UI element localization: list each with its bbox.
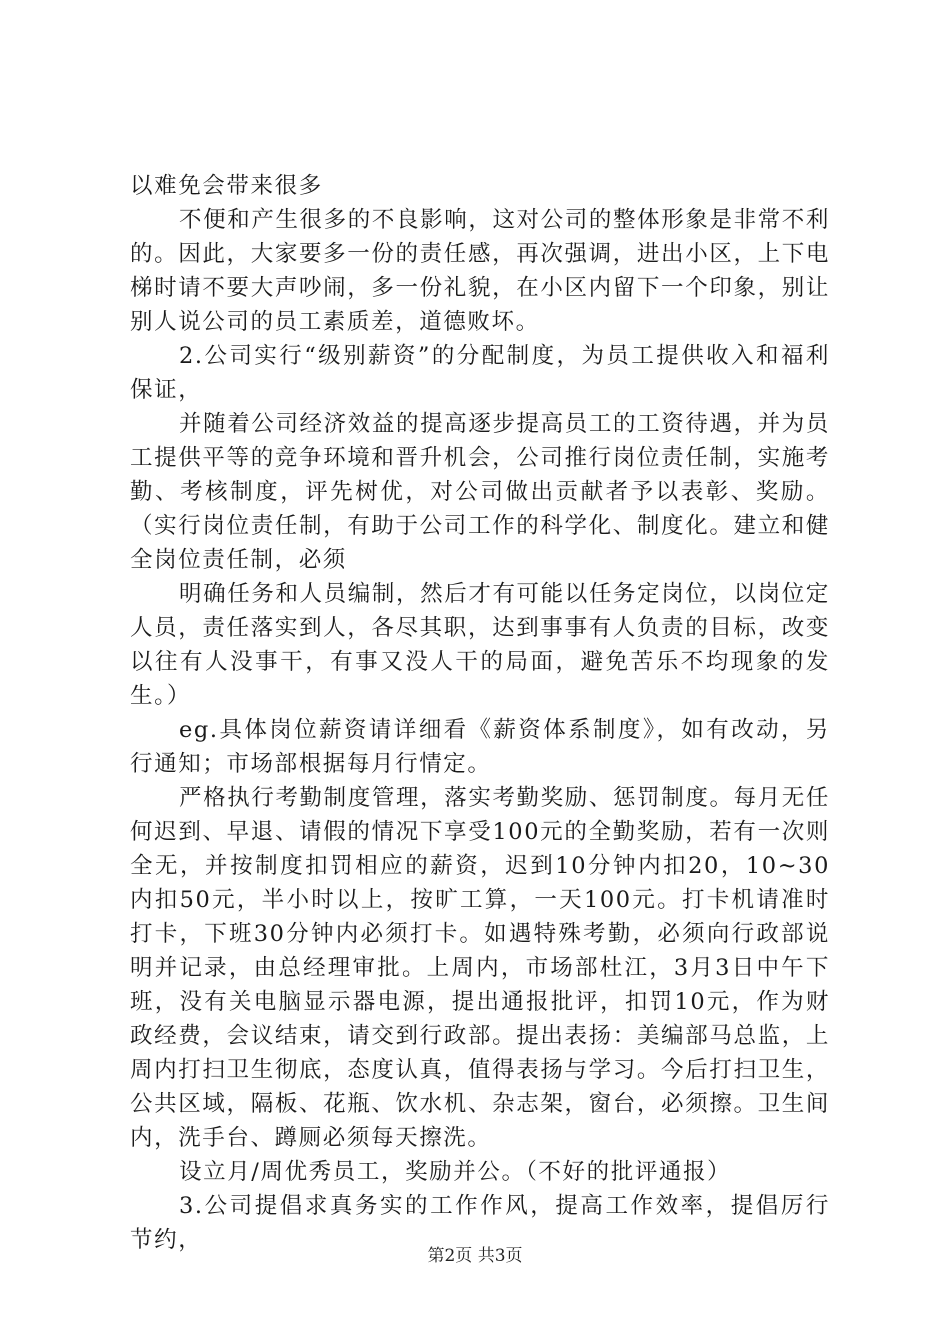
paragraph-1: 以难免会带来很多 [130,173,323,199]
page-number-footer: 第2页 共3页 [427,1246,523,1266]
paragraph-9: 3.公司提倡求真务实的工作作风，提高工作效率，提倡厉行节约， [130,1193,830,1253]
document-body [130,169,830,1257]
paragraph-8: 设立月/周优秀员工，奖励并公。（不好的批评通报） [179,1159,732,1185]
paragraph-7: 严格执行考勤制度管理，落实考勤奖励、惩罚制度。每月无任何迟到、早退、请假的情况下享受100元的全勤奖励，若有一次则全无，并按制度扣罚相应的薪资，迟到10分钟内扣20，10~30内扣50元，半小时以上，按旷工算，一天100元。打卡机请准时打卡，下班30分钟内必须打卡。如遇特殊考勤，必须向行政部说明并记录，由总经理审批。上周内，市场部杜江，3月3日中午下班，没有关电脑显示器电源，提出通报批评，扣罚10元，作为财政经费，会议结束，请交到行政部。提出表扬：美编部马总监，上周内打扫卫生彻底，态度认真，值得表扬与学习。今后打扫卫生，公共区域，隔板、花瓶、饮水机、杂志架，窗台，必须擦。卫生间内，洗手台、蹲厕必须每天擦洗。 [130,785,830,1151]
paragraph-6: eg.具体岗位薪资请详细看《薪资体系制度》，如有改动，另行通知；市场部根据每月行情定。 [130,717,830,777]
paragraph-5: 明确任务和人员编制，然后才有可能以任务定岗位，以岗位定人员，责任落实到人，各尽其职，达到事事有人负责的目标，改变以往有人没事干，有事又没人干的局面，避免苦乐不均现象的发生。） [130,581,830,709]
paragraph-3: 2.公司实行“级别薪资”的分配制度，为员工提供收入和福利保证， [130,343,830,403]
paragraph-2: 不便和产生很多的不良影响，这对公司的整体形象是非常不利的。因此，大家要多一份的责任感，再次强调，进出小区，上下电梯时请不要大声吵闹，多一份礼貌，在小区内留下一个印象，别让别人说公司的员工素质差，道德败坏。 [130,207,830,335]
paragraph-4: 并随着公司经济效益的提高逐步提高员工的工资待遇，并为员工提供平等的竞争环境和晋升机会，公司推行岗位责任制，实施考勤、考核制度，评先树优，对公司做出贡献者予以表彰、奖励。（实行岗位责任制，有助于公司工作的科学化、制度化。建立和健全岗位责任制，必须 [130,411,830,573]
